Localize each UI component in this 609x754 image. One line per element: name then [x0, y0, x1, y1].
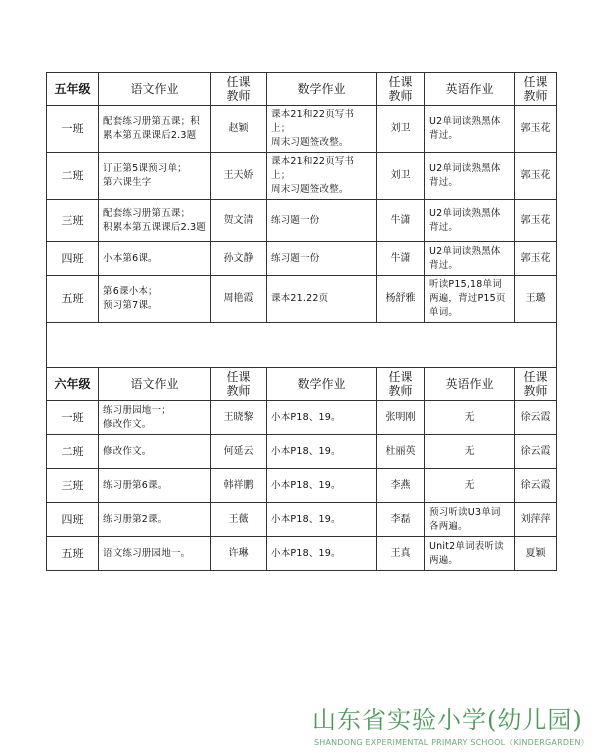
grade6-math-homework: 小本P18、19。	[267, 503, 377, 537]
grade5-chinese-homework: 配套练习册第五课； 积累本第五课课后2.3题	[99, 200, 211, 242]
grade6-math-teacher: 李磊	[377, 503, 425, 537]
grade6-header-math-teacher: 任课 教师	[377, 368, 425, 401]
grade6-math-teacher: 李燕	[377, 469, 425, 503]
spacer-row	[47, 323, 557, 368]
grade6-header-english-homework: 英语作业	[425, 368, 515, 401]
grade5-header-chinese-teacher: 任课 教师	[211, 73, 267, 106]
grade5-math-teacher: 牛潇	[377, 242, 425, 276]
grade6-class: 四班	[47, 503, 99, 537]
grade6-class: 一班	[47, 401, 99, 435]
grade6-header-chinese-homework: 语文作业	[99, 368, 211, 401]
grade5-english-teacher: 郭玉花	[515, 200, 557, 242]
grade6-chinese-homework: 练习册第6课。	[99, 469, 211, 503]
grade5-english-homework: U2单词读熟黑体背过。	[425, 200, 515, 242]
grade6-english-homework: 无	[425, 401, 515, 435]
grade6-header-class: 六年级	[47, 368, 99, 401]
grade5-class: 四班	[47, 242, 99, 276]
grade5-chinese-teacher: 赵颖	[211, 106, 267, 153]
logo-english-name: SHANDONG EXPERIMENTAL PRIMARY SCHOOL（KINDERGARDEN）	[314, 738, 589, 747]
table-row	[47, 153, 557, 200]
grade6-chinese-teacher: 王晓黎	[211, 401, 267, 435]
grade6-class: 五班	[47, 537, 99, 571]
grade5-english-teacher: 郭玉花	[515, 153, 557, 200]
grade6-math-teacher: 王真	[377, 537, 425, 571]
grade5-chinese-teacher: 贺文清	[211, 200, 267, 242]
table-row	[47, 106, 557, 153]
grade6-english-homework: Unit2单词表听读两遍。	[425, 537, 515, 571]
grade5-math-homework: 课本21.22页	[267, 276, 377, 323]
grade6-english-teacher: 徐云霞	[515, 435, 557, 469]
grade6-math-homework: 小本P18、19。	[267, 537, 377, 571]
grade5-chinese-teacher: 周艳霞	[211, 276, 267, 323]
grade5-class: 一班	[47, 106, 99, 153]
grade5-class: 二班	[47, 153, 99, 200]
grade6-english-teacher: 徐云霞	[515, 469, 557, 503]
grade5-english-teacher: 郭玉花	[515, 242, 557, 276]
grade5-header-english-homework: 英语作业	[425, 73, 515, 106]
grade6-chinese-homework: 修改作文。	[99, 435, 211, 469]
grade6-english-teacher: 刘萍萍	[515, 503, 557, 537]
grade6-math-homework: 小本P18、19。	[267, 401, 377, 435]
school-logo	[312, 700, 608, 754]
grade5-chinese-homework: 订正第5课预习单； 第六课生字	[99, 153, 211, 200]
grade5-math-homework: 练习题一份	[267, 242, 377, 276]
grade5-header-chinese-homework: 语文作业	[99, 73, 211, 106]
grade6-header-english-teacher: 任课 教师	[515, 368, 557, 401]
table-row	[47, 435, 557, 469]
table-row	[47, 242, 557, 276]
grade6-chinese-homework: 练习册园地一； 修改作文。	[99, 401, 211, 435]
grade5-header-english-teacher: 任课 教师	[515, 73, 557, 106]
grade5-header-row	[47, 73, 557, 106]
grade5-header-math-teacher: 任课 教师	[377, 73, 425, 106]
grade6-math-homework: 小本P18、19。	[267, 435, 377, 469]
grade5-english-homework: U2单词读熟黑体背过。	[425, 153, 515, 200]
grade5-math-teacher: 刘卫	[377, 106, 425, 153]
grade5-math-teacher: 杨舒雅	[377, 276, 425, 323]
grade6-chinese-teacher: 王薇	[211, 503, 267, 537]
grade6-chinese-teacher: 许琳	[211, 537, 267, 571]
grade5-class: 五班	[47, 276, 99, 323]
grade5-english-homework: 听读P15,18单词两遍，背过P15页单词。	[425, 276, 515, 323]
table-row	[47, 200, 557, 242]
grade5-english-teacher: 郭玉花	[515, 106, 557, 153]
grade5-math-teacher: 刘卫	[377, 153, 425, 200]
grade6-chinese-homework: 语文练习册园地一。	[99, 537, 211, 571]
grade6-header-row	[47, 368, 557, 401]
grade5-math-homework: 课本21和22页写书上； 周末习题签改整。	[267, 106, 377, 153]
table-row	[47, 537, 557, 571]
grade5-english-homework: U2单词读熟黑体背过。	[425, 106, 515, 153]
homework-table	[46, 72, 557, 571]
grade6-chinese-homework: 练习册第2课。	[99, 503, 211, 537]
grade6-class: 三班	[47, 469, 99, 503]
grade6-header-chinese-teacher: 任课 教师	[211, 368, 267, 401]
table-row	[47, 401, 557, 435]
grade5-header-math-homework: 数学作业	[267, 73, 377, 106]
logo-chinese-name: 山东省实验小学(幼儿园)	[312, 706, 583, 734]
grade6-math-homework: 小本P18、19。	[267, 469, 377, 503]
table-row	[47, 469, 557, 503]
spacer-cell	[47, 323, 557, 368]
grade5-chinese-homework: 配套练习册第五课；积累本第五课课后2.3题	[99, 106, 211, 153]
grade5-math-teacher: 牛潇	[377, 200, 425, 242]
grade5-math-homework: 练习题一份	[267, 200, 377, 242]
table-row	[47, 276, 557, 323]
grade5-chinese-teacher: 王天娇	[211, 153, 267, 200]
grade5-class: 三班	[47, 200, 99, 242]
grade5-chinese-homework: 小本第6课。	[99, 242, 211, 276]
grade5-chinese-teacher: 孙文静	[211, 242, 267, 276]
table-row	[47, 503, 557, 537]
grade6-chinese-teacher: 何延云	[211, 435, 267, 469]
grade6-header-math-homework: 数学作业	[267, 368, 377, 401]
grade6-english-homework: 无	[425, 469, 515, 503]
grade5-english-homework: U2单词读熟黑体背过。	[425, 242, 515, 276]
grade6-english-teacher: 夏颖	[515, 537, 557, 571]
grade5-chinese-homework: 第6课小本； 预习第7课。	[99, 276, 211, 323]
grade6-english-teacher: 徐云霞	[515, 401, 557, 435]
grade6-class: 二班	[47, 435, 99, 469]
grade6-chinese-teacher: 韩祥鹏	[211, 469, 267, 503]
grade6-math-teacher: 张明刚	[377, 401, 425, 435]
grade6-math-teacher: 杜丽英	[377, 435, 425, 469]
grade6-english-homework: 预习听读U3单词各两遍。	[425, 503, 515, 537]
grade5-header-class: 五年级	[47, 73, 99, 106]
grade5-english-teacher: 王璐	[515, 276, 557, 323]
grade5-math-homework: 课本21和22页写书上； 周末习题签改整。	[267, 153, 377, 200]
grade6-english-homework: 无	[425, 435, 515, 469]
